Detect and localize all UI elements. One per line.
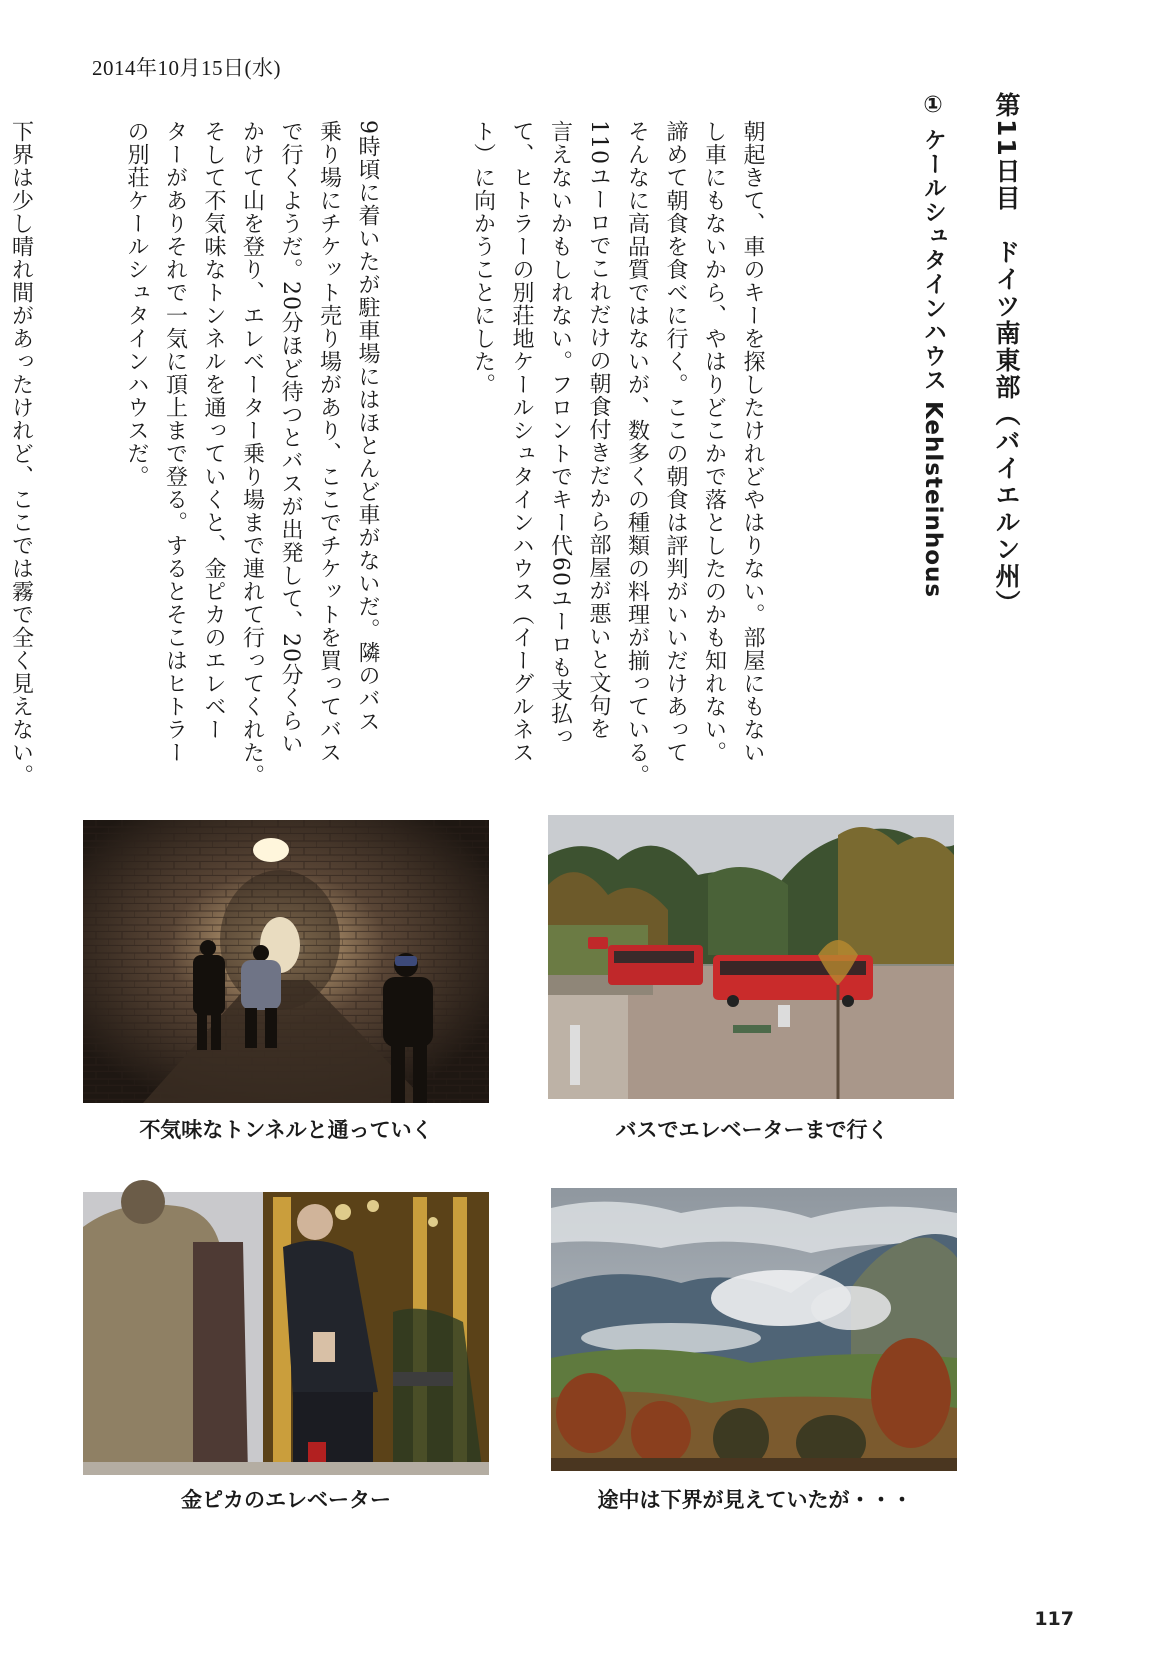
entry-date: 2014年10月15日(水) [92,56,281,80]
valley-photo [551,1188,957,1471]
section-heading: ① ケールシュタインハウス Kehlsteinhous [920,92,946,599]
photo-caption: 不気味なトンネルと通っていく [139,1118,433,1142]
elevator-photo [83,1192,489,1475]
photo-caption: バスでエレベーターまで行く [615,1118,889,1142]
photo-caption: 金ピカのエレベーター [181,1488,391,1512]
photo-caption: 途中は下界が見えていたが・・・ [597,1488,913,1512]
page-number: 117 [1034,1608,1074,1630]
body-text [8,120,848,815]
bus-station-photo [548,815,954,1099]
paragraph: 朝起きて、車のキーを探したけれどやはりない。部屋にもない し車にもないから、やはりどこかで落としたのかも知れない。 諦めて朝食を食べに行く。ここの朝食は評判がいいだけあって そんなに高品質ではないが、数多くの種類の料理が揃っている。 110ユーロでこれだけの朝食付きだから部屋が悪いと文句を 言えないかもしれない。フロントでキー代60ユーロも支払っ て、ヒトラーの別荘地ケールシュタインハウス（イーグルネス ト）に向かうことにした。 [470,120,765,787]
tunnel-photo [83,820,489,1103]
paragraph: 9時頃に着いたが駐車場にはほとんど車がないだ。隣のバス 乗り場にチケット売り場があり、ここでチケットを買ってバス で行くようだ。20分ほど待つとバスが出発して、20分くらい かけて山を登り、エレベーター乗り場まで連れて行ってくれた。 そして不気味なトンネルを通っていくと、金ピカのエレベー ターがありそれで一気に頂上まで登る。するとそこはヒトラー の別荘ケールシュタインハウスだ。 [124,120,380,787]
paragraph: 下界は少し晴れ間があったけれど、ここでは霧で全く見えない。 [8,120,34,787]
page-title: 第11日目 ドイツ南東部（バイエルン州） [992,92,1021,617]
